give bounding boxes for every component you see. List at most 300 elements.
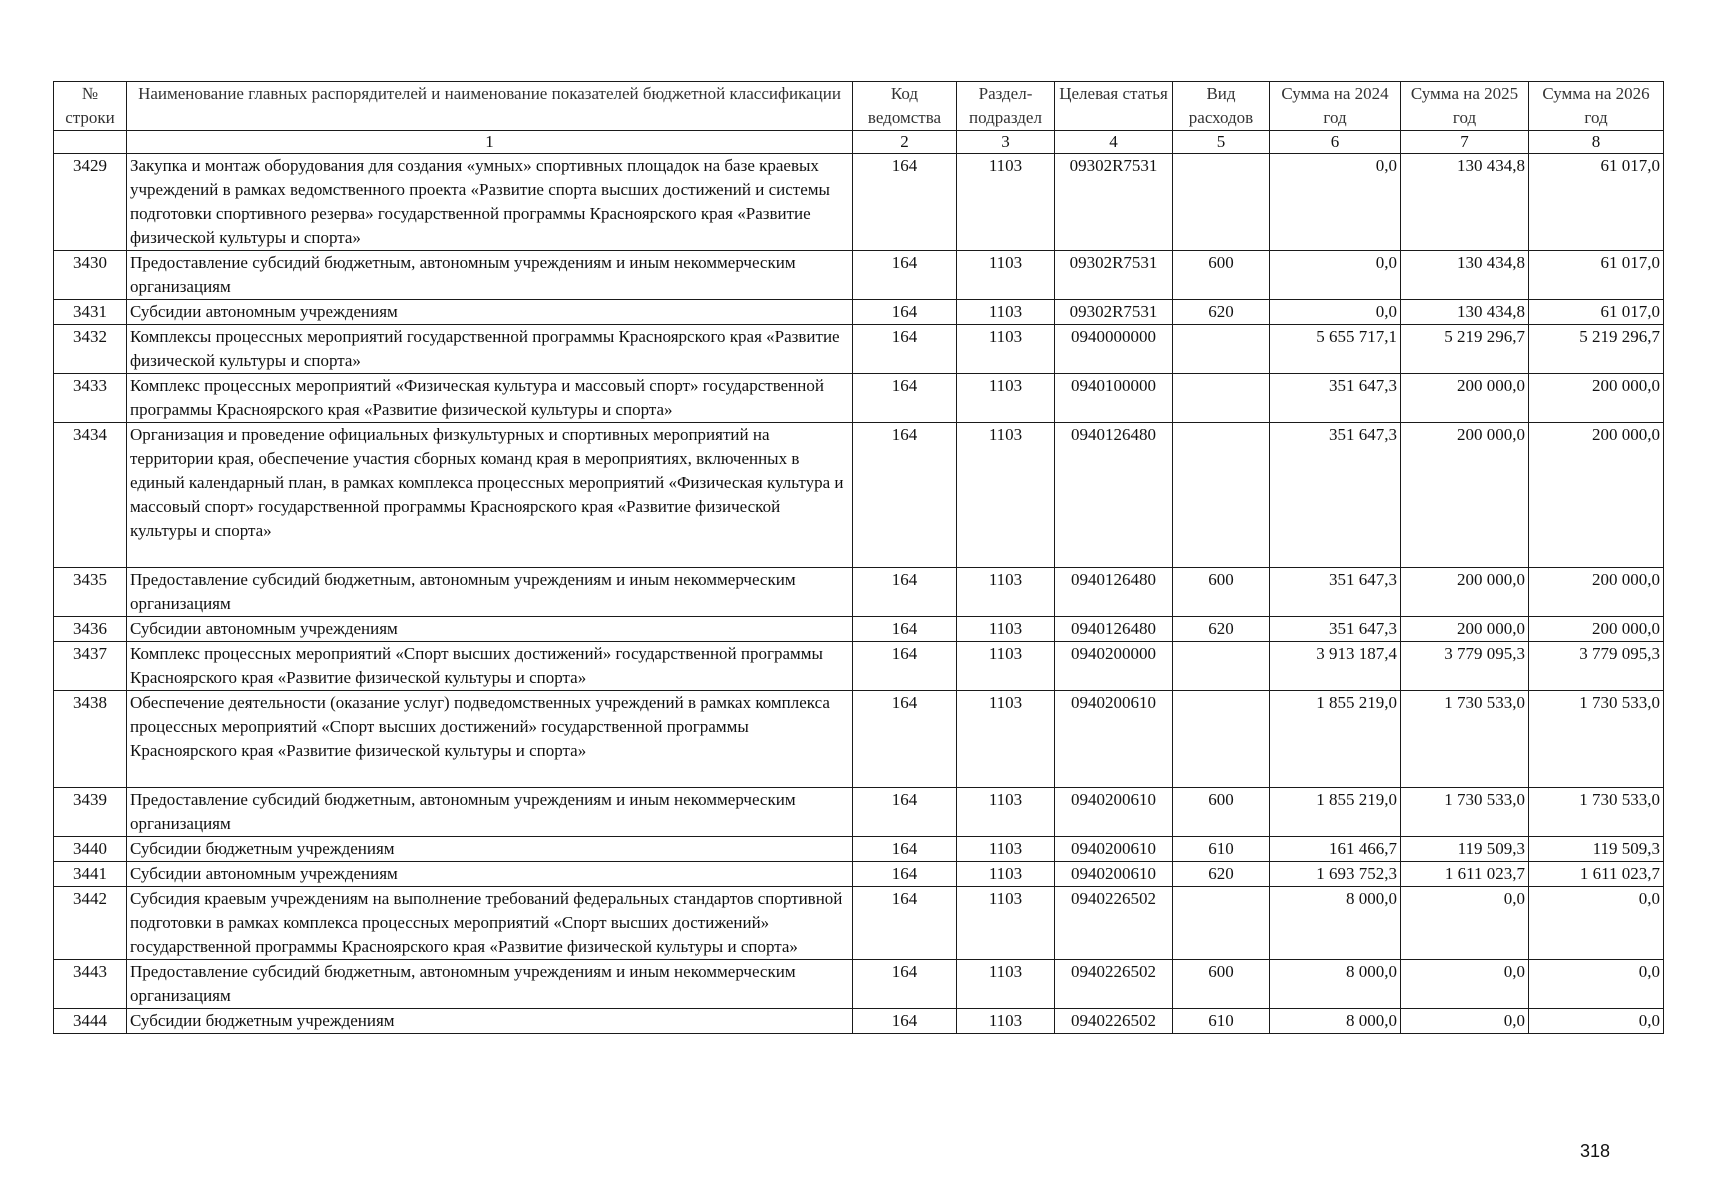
row-number [54,251,127,300]
row-number-text: 3436 [73,619,107,638]
row-expense-type-text: 600 [1208,570,1234,589]
row-name-text: Субсидии бюджетным учреждениям [130,839,395,858]
row-number-text: 3434 [73,425,107,444]
row-dept-code [853,325,957,374]
row-name-text: Комплекс процессных мероприятий «Физическая культура и массовый спорт» государственной программы Красноярского края «Развитие физической культуры и спорта» [130,376,824,419]
row-number-text: 3438 [73,693,107,712]
table-row [54,887,1664,960]
row-sum-2024-text: 1 693 752,3 [1316,864,1397,883]
row-sum-2026 [1529,154,1664,251]
row-expense-type-text: 620 [1208,619,1234,638]
row-section [957,887,1055,960]
header-sum-2024: Сумма на 2024 год [1270,82,1401,131]
row-dept-code [853,642,957,691]
row-dept-code [853,251,957,300]
row-sum-2024 [1270,1009,1401,1034]
column-number: 7 [1401,131,1529,154]
row-name-text: Субсидии бюджетным учреждениям [130,1011,395,1030]
row-sum-2026-text: 119 509,3 [1592,839,1660,858]
row-sum-2025-text: 0,0 [1503,962,1525,981]
row-sum-2024-text: 8 000,0 [1346,889,1397,908]
row-target-article [1055,862,1173,887]
header-dept-code: Код ведомства [853,82,957,131]
row-sum-2026-text: 61 017,0 [1600,253,1660,272]
row-target-article [1055,300,1173,325]
row-name-text: Субсидии автономным учреждениям [130,302,398,321]
row-section-text: 1103 [988,839,1023,858]
row-target-article-text: 0940200610 [1071,839,1156,858]
row-sum-2026-text: 1 611 023,7 [1579,864,1660,883]
row-name [127,1009,853,1034]
row-name [127,251,853,300]
row-target-article-text: 0940226502 [1071,1011,1156,1030]
row-number [54,837,127,862]
row-target-article-text: 0940126480 [1071,619,1156,638]
row-number [54,154,127,251]
row-section [957,1009,1055,1034]
row-sum-2025 [1401,837,1529,862]
table-row [54,300,1664,325]
table-row [54,568,1664,617]
row-sum-2025 [1401,251,1529,300]
row-sum-2025 [1401,960,1529,1009]
row-dept-code-text: 164 [891,327,918,346]
page-number: 318 [1580,1141,1611,1161]
row-dept-code [853,374,957,423]
table-row [54,691,1664,788]
row-sum-2024 [1270,423,1401,568]
column-number: 8 [1529,131,1664,154]
row-sum-2025-text: 0,0 [1503,1011,1525,1030]
row-sum-2025 [1401,325,1529,374]
row-dept-code [853,617,957,642]
row-expense-type-text: 600 [1208,790,1234,809]
column-number: 2 [853,131,957,154]
row-sum-2026 [1529,568,1664,617]
row-number-text: 3440 [73,839,107,858]
row-dept-code-text: 164 [891,570,918,589]
table-row [54,374,1664,423]
row-name [127,788,853,837]
row-section [957,374,1055,423]
row-expense-type [1173,862,1270,887]
row-dept-code [853,423,957,568]
row-sum-2025 [1401,1009,1529,1034]
row-sum-2024-text: 351 647,3 [1329,570,1397,589]
row-section-text: 1103 [988,1011,1023,1030]
row-sum-2026-text: 5 219 296,7 [1579,327,1660,346]
row-dept-code [853,1009,957,1034]
row-sum-2025-text: 119 509,3 [1457,839,1525,858]
row-name [127,300,853,325]
row-target-article [1055,154,1173,251]
row-sum-2024 [1270,788,1401,837]
row-name-text: Предоставление субсидий бюджетным, автономным учреждениям и иным некоммерческим организациям [130,253,796,296]
row-sum-2024 [1270,617,1401,642]
row-sum-2024 [1270,887,1401,960]
row-sum-2024-text: 1 855 219,0 [1316,790,1397,809]
row-sum-2026 [1529,862,1664,887]
table-row [54,837,1664,862]
row-number [54,617,127,642]
row-section-text: 1103 [988,327,1023,346]
row-number-text: 3444 [73,1011,107,1030]
row-section-text: 1103 [988,644,1023,663]
row-section-text: 1103 [988,889,1023,908]
row-expense-type [1173,642,1270,691]
row-section-text: 1103 [988,253,1023,272]
row-sum-2026-text: 200 000,0 [1592,570,1660,589]
row-target-article [1055,887,1173,960]
row-name [127,423,853,568]
row-sum-2024 [1270,325,1401,374]
row-expense-type [1173,837,1270,862]
row-name [127,960,853,1009]
table-row [54,154,1664,251]
row-section-text: 1103 [988,864,1023,883]
row-number-text: 3429 [73,156,107,175]
row-sum-2026 [1529,691,1664,788]
row-sum-2025-text: 200 000,0 [1457,376,1525,395]
row-target-article-text: 0940200610 [1071,693,1156,712]
row-target-article-text: 09302R7531 [1069,302,1158,321]
row-sum-2024-text: 1 855 219,0 [1316,693,1397,712]
row-sum-2026-text: 0,0 [1638,1011,1660,1030]
header-name: Наименование главных распорядителей и наименование показателей бюджетной классификации [127,82,853,131]
row-target-article-text: 0940126480 [1071,570,1156,589]
column-number: 6 [1270,131,1401,154]
row-sum-2024 [1270,300,1401,325]
row-section-text: 1103 [988,962,1023,981]
row-sum-2026-text: 200 000,0 [1592,619,1660,638]
row-number [54,862,127,887]
row-sum-2024-text: 0,0 [1375,156,1397,175]
row-number [54,642,127,691]
row-expense-type [1173,423,1270,568]
row-dept-code-text: 164 [891,693,918,712]
header-target-article: Целевая статья [1055,82,1173,131]
table-row [54,325,1664,374]
row-name-text: Предоставление субсидий бюджетным, автономным учреждениям и иным некоммерческим организациям [130,962,796,1005]
row-target-article [1055,1009,1173,1034]
row-number-text: 3430 [73,253,107,272]
row-sum-2025 [1401,300,1529,325]
row-sum-2024-text: 351 647,3 [1329,619,1397,638]
row-dept-code-text: 164 [891,864,918,883]
row-name [127,568,853,617]
row-dept-code-text: 164 [891,839,918,858]
row-dept-code [853,837,957,862]
row-sum-2025 [1401,617,1529,642]
row-target-article-text: 0940200610 [1071,790,1156,809]
column-number: 1 [127,131,853,154]
table-body [54,154,1664,1034]
column-number: 5 [1173,131,1270,154]
row-target-article-text: 0940226502 [1071,962,1156,981]
row-expense-type [1173,788,1270,837]
row-sum-2025 [1401,374,1529,423]
row-number-text: 3442 [73,889,107,908]
row-sum-2026-text: 3 779 095,3 [1579,644,1660,663]
row-sum-2024-text: 8 000,0 [1346,1011,1397,1030]
row-number [54,568,127,617]
row-name [127,154,853,251]
row-sum-2024 [1270,374,1401,423]
row-dept-code [853,887,957,960]
row-section [957,960,1055,1009]
blank-line [130,763,849,787]
row-target-article [1055,423,1173,568]
table-row [54,423,1664,568]
row-expense-type-text: 620 [1208,302,1234,321]
row-dept-code-text: 164 [891,790,918,809]
row-sum-2025-text: 130 434,8 [1457,302,1525,321]
row-dept-code [853,568,957,617]
row-sum-2025 [1401,788,1529,837]
row-name-text: Субсидия краевым учреждениям на выполнение требований федеральных стандартов спортивной подготовки в рамках комплекса процессных мероприятий «Спорт высших достижений» государственной программы Красноярского края «Развитие физической культуры и спорта» [130,889,843,956]
row-expense-type [1173,1009,1270,1034]
row-sum-2025-text: 200 000,0 [1457,570,1525,589]
row-number [54,374,127,423]
row-target-article-text: 0940200610 [1071,864,1156,883]
row-expense-type-text: 620 [1208,864,1234,883]
row-section [957,568,1055,617]
row-dept-code [853,788,957,837]
table-row [54,642,1664,691]
row-number [54,960,127,1009]
column-number: 3 [957,131,1055,154]
row-sum-2026 [1529,617,1664,642]
row-sum-2026 [1529,837,1664,862]
row-sum-2026-text: 200 000,0 [1592,376,1660,395]
row-sum-2025-text: 130 434,8 [1457,253,1525,272]
row-sum-2025 [1401,691,1529,788]
row-section-text: 1103 [988,693,1023,712]
row-number [54,691,127,788]
row-number [54,1009,127,1034]
row-sum-2026 [1529,887,1664,960]
blank-line [130,543,849,567]
row-sum-2024 [1270,568,1401,617]
row-target-article-text: 0940226502 [1071,889,1156,908]
row-sum-2024-text: 3 913 187,4 [1316,644,1397,663]
row-expense-type-text: 610 [1208,839,1234,858]
row-dept-code-text: 164 [891,425,918,444]
row-sum-2024-text: 351 647,3 [1329,376,1397,395]
row-name-text: Комплекс процессных мероприятий «Спорт высших достижений» государственной программы Красноярского края «Развитие физической культуры и спорта» [130,644,823,687]
row-sum-2026-text: 61 017,0 [1600,156,1660,175]
row-expense-type-text: 610 [1208,1011,1234,1030]
row-expense-type [1173,374,1270,423]
row-target-article [1055,960,1173,1009]
row-section [957,862,1055,887]
row-dept-code-text: 164 [891,253,918,272]
row-sum-2026 [1529,423,1664,568]
row-name-text: Предоставление субсидий бюджетным, автономным учреждениям и иным некоммерческим организациям [130,570,796,613]
row-target-article-text: 0940200000 [1071,644,1156,663]
row-number [54,423,127,568]
row-section [957,837,1055,862]
row-section-text: 1103 [988,302,1023,321]
row-name-text: Закупка и монтаж оборудования для создания «умных» спортивных площадок на базе краевых учреждений в рамках ведомственного проекта «Развитие спорта высших достижений и системы подготовки спортивного резерва» государственной программы Красноярского края «Развитие физической культуры и спорта» [130,156,830,247]
row-sum-2024-text: 161 466,7 [1329,839,1397,858]
row-section-text: 1103 [988,619,1023,638]
row-dept-code-text: 164 [891,1011,918,1030]
column-number [54,131,127,154]
table-row [54,617,1664,642]
row-number-text: 3432 [73,327,107,346]
row-target-article [1055,617,1173,642]
row-sum-2026 [1529,374,1664,423]
table-row [54,960,1664,1009]
row-section [957,251,1055,300]
row-sum-2024 [1270,154,1401,251]
row-number [54,887,127,960]
row-name-text: Предоставление субсидий бюджетным, автономным учреждениям и иным некоммерческим организациям [130,790,796,833]
row-dept-code [853,154,957,251]
row-dept-code-text: 164 [891,302,918,321]
row-target-article [1055,642,1173,691]
row-sum-2024 [1270,642,1401,691]
row-sum-2026-text: 200 000,0 [1592,425,1660,444]
row-section [957,423,1055,568]
table-row [54,251,1664,300]
table-row [54,788,1664,837]
row-target-article-text: 0940126480 [1071,425,1156,444]
row-expense-type [1173,960,1270,1009]
row-expense-type [1173,887,1270,960]
header-row-number: № строки [54,82,127,131]
row-target-article-text: 09302R7531 [1069,156,1158,175]
row-sum-2026-text: 1 730 533,0 [1579,790,1660,809]
row-sum-2026 [1529,642,1664,691]
row-sum-2025 [1401,423,1529,568]
row-section-text: 1103 [988,570,1023,589]
row-section-text: 1103 [988,425,1023,444]
row-dept-code-text: 164 [891,156,918,175]
row-name [127,887,853,960]
row-dept-code-text: 164 [891,889,918,908]
row-name [127,862,853,887]
row-section [957,788,1055,837]
row-sum-2025 [1401,568,1529,617]
row-target-article [1055,837,1173,862]
row-sum-2025 [1401,887,1529,960]
row-number-text: 3439 [73,790,107,809]
row-target-article-text: 09302R7531 [1069,253,1158,272]
row-section [957,617,1055,642]
row-sum-2025-text: 130 434,8 [1457,156,1525,175]
row-expense-type-text: 600 [1208,962,1234,981]
row-name [127,325,853,374]
row-sum-2026 [1529,251,1664,300]
row-number-text: 3443 [73,962,107,981]
row-section [957,154,1055,251]
row-sum-2024-text: 8 000,0 [1346,962,1397,981]
row-sum-2026-text: 0,0 [1638,889,1660,908]
header-expense-type: Вид расходов [1173,82,1270,131]
row-dept-code-text: 164 [891,962,918,981]
row-sum-2024 [1270,251,1401,300]
row-name [127,837,853,862]
table-header-row [54,82,1664,131]
row-expense-type [1173,568,1270,617]
row-target-article-text: 0940000000 [1071,327,1156,346]
row-target-article [1055,325,1173,374]
column-number: 4 [1055,131,1173,154]
row-sum-2026 [1529,788,1664,837]
row-number-text: 3441 [73,864,107,883]
row-expense-type [1173,251,1270,300]
row-number-text: 3433 [73,376,107,395]
row-number [54,300,127,325]
row-dept-code [853,300,957,325]
row-expense-type [1173,691,1270,788]
table-row [54,862,1664,887]
row-section [957,325,1055,374]
row-target-article [1055,788,1173,837]
header-sum-2026: Сумма на 2026 год [1529,82,1664,131]
row-sum-2025 [1401,154,1529,251]
row-sum-2025-text: 1 611 023,7 [1444,864,1525,883]
row-number [54,788,127,837]
row-name-text: Субсидии автономным учреждениям [130,619,398,638]
row-expense-type [1173,617,1270,642]
row-dept-code [853,691,957,788]
row-sum-2025-text: 200 000,0 [1457,619,1525,638]
row-sum-2026 [1529,1009,1664,1034]
row-sum-2024-text: 5 655 717,1 [1316,327,1397,346]
row-target-article-text: 0940100000 [1071,376,1156,395]
row-name-text: Обеспечение деятельности (оказание услуг) подведомственных учреждений в рамках комплекса процессных мероприятий «Спорт высших достижений» государственной программы Красноярского края «Развитие физической культуры и спорта» [130,693,830,760]
row-sum-2024 [1270,691,1401,788]
table-row [54,1009,1664,1034]
row-sum-2025-text: 1 730 533,0 [1444,790,1525,809]
row-expense-type [1173,325,1270,374]
row-sum-2025 [1401,642,1529,691]
row-name-text: Организация и проведение официальных физкультурных и спортивных мероприятий на территории края, обеспечение участия сборных команд края в мероприятиях, включенных в единый календарный план, в рамках комплекса процессных мероприятий «Физическая культура и массовый спорт» государственной программы Красноярского края «Развитие физической культуры и спорта» [130,425,844,540]
row-sum-2026-text: 61 017,0 [1600,302,1660,321]
row-number-text: 3437 [73,644,107,663]
header-sum-2025: Сумма на 2025 год [1401,82,1529,131]
row-target-article [1055,691,1173,788]
row-name-text: Комплексы процессных мероприятий государственной программы Красноярского края «Развитие физической культуры и спорта» [130,327,840,370]
row-dept-code-text: 164 [891,376,918,395]
row-name-text: Субсидии автономным учреждениям [130,864,398,883]
row-target-article [1055,251,1173,300]
row-sum-2026 [1529,960,1664,1009]
header-section: Раздел-подраздел [957,82,1055,131]
row-number-text: 3435 [73,570,107,589]
row-section [957,691,1055,788]
row-section-text: 1103 [988,376,1023,395]
row-sum-2025-text: 1 730 533,0 [1444,693,1525,712]
row-sum-2026-text: 1 730 533,0 [1579,693,1660,712]
row-name [127,691,853,788]
row-dept-code-text: 164 [891,619,918,638]
row-sum-2025-text: 3 779 095,3 [1444,644,1525,663]
row-section [957,300,1055,325]
row-section-text: 1103 [988,156,1023,175]
column-number-row [54,131,1664,154]
row-sum-2024 [1270,837,1401,862]
row-dept-code [853,960,957,1009]
row-sum-2025-text: 5 219 296,7 [1444,327,1525,346]
row-sum-2024-text: 351 647,3 [1329,425,1397,444]
budget-table [53,81,1664,1034]
row-section-text: 1103 [988,790,1023,809]
row-name [127,617,853,642]
